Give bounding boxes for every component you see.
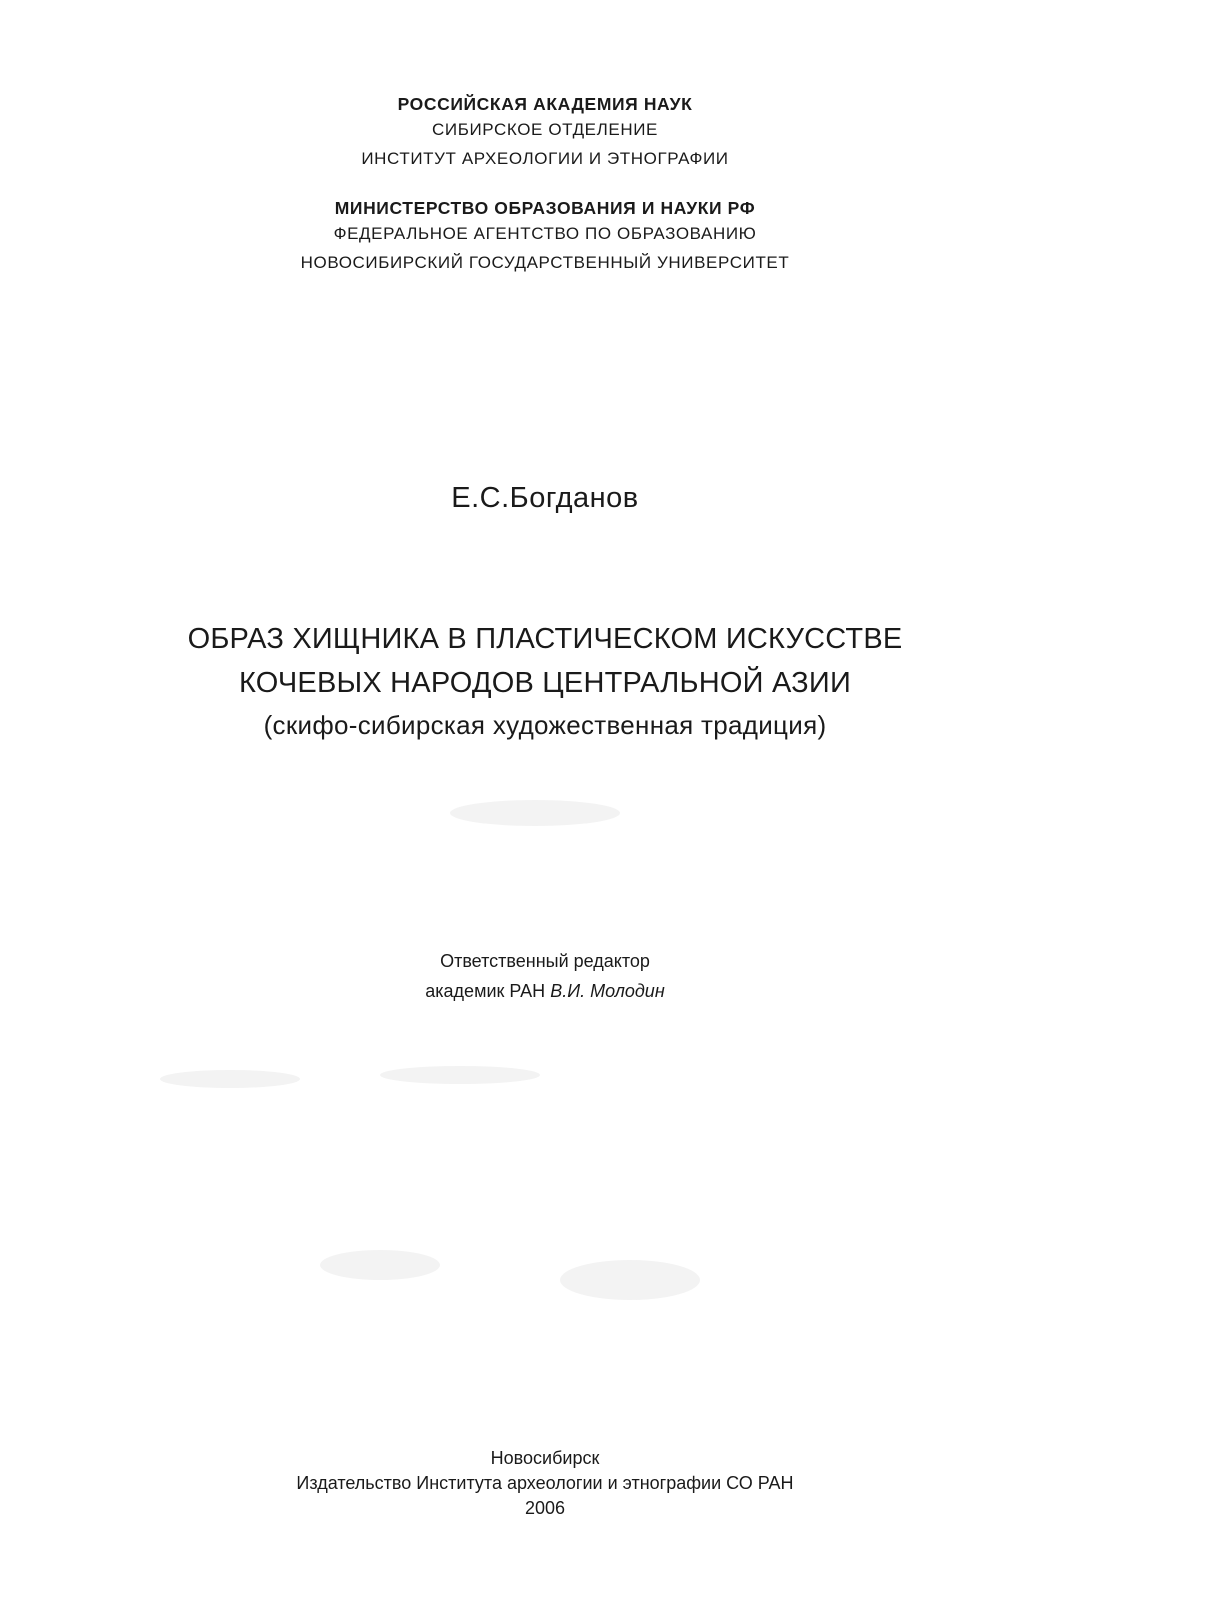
editor-name: В.И. Молодин — [550, 981, 665, 1001]
scan-speck — [320, 1250, 440, 1280]
scan-speck — [380, 1066, 540, 1084]
editor-label: Ответственный редактор — [440, 951, 650, 971]
academy-header — [0, 92, 1090, 171]
author-name: Е.С.Богданов — [451, 482, 639, 514]
imprint-publisher: Издательство Института археологии и этнографии СО РАН — [296, 1473, 794, 1493]
title-line-2: КОЧЕВЫХ НАРОДОВ ЦЕНТРАЛЬНОЙ АЗИИ — [238, 667, 851, 699]
imprint-city: Новосибирск — [490, 1448, 600, 1468]
book-subtitle: (скифо-сибирская художественная традиция) — [263, 710, 827, 740]
scan-speck — [560, 1260, 700, 1300]
ministry-name: МИНИСТЕРСТВО ОБРАЗОВАНИЯ И НАУКИ РФ — [334, 198, 756, 218]
agency-name: ФЕДЕРАЛЬНОЕ АГЕНТСТВО ПО ОБРАЗОВАНИЮ — [333, 224, 757, 243]
book-title — [0, 617, 1090, 745]
university-name: НОВОСИБИРСКИЙ ГОСУДАРСТВЕННЫЙ УНИВЕРСИТЕТ — [300, 253, 790, 272]
ministry-header — [0, 196, 1090, 275]
imprint-year: 2006 — [524, 1498, 566, 1518]
scan-speck — [160, 1070, 300, 1088]
institute-name: ИНСТИТУТ АРХЕОЛОГИИ И ЭТНОГРАФИИ — [361, 149, 729, 168]
academy-branch: СИБИРСКОЕ ОТДЕЛЕНИЕ — [432, 120, 658, 139]
editor-line — [0, 976, 1090, 1006]
title-line-1: ОБРАЗ ХИЩНИКА В ПЛАСТИЧЕСКОМ ИСКУССТВЕ — [187, 623, 903, 655]
editor-credit — [0, 946, 1090, 1006]
scan-speck — [450, 800, 620, 826]
imprint — [0, 1446, 1090, 1521]
editor-title: академик РАН — [425, 981, 546, 1001]
academy-name: РОССИЙСКАЯ АКАДЕМИЯ НАУК — [397, 94, 693, 114]
